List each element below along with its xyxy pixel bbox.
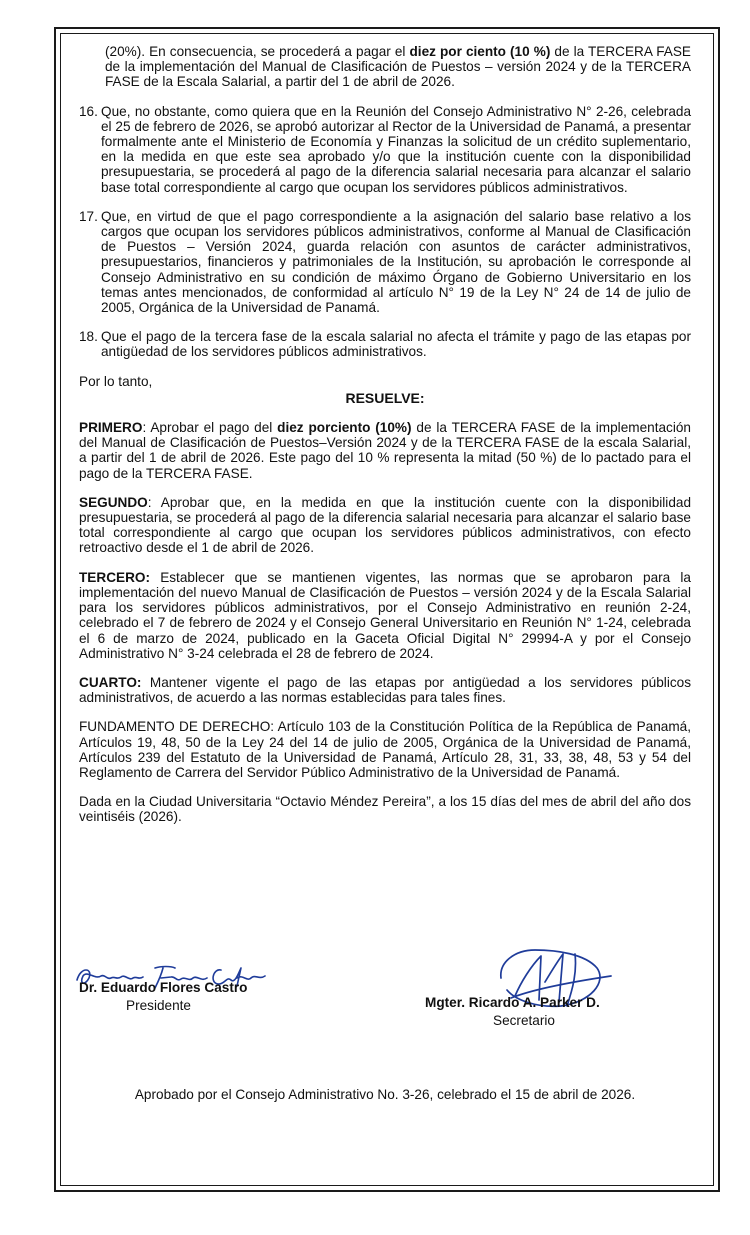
cuarto-paragraph <box>79 675 691 705</box>
cuarto-label: CUARTO: <box>79 674 142 690</box>
document-body <box>79 44 691 825</box>
tercero-label: TERCERO: <box>79 569 150 585</box>
item-number: 18. <box>79 329 98 345</box>
segundo-paragraph <box>79 495 691 556</box>
segundo-label: SEGUNDO <box>79 494 148 510</box>
primero-label: PRIMERO <box>79 420 143 436</box>
signature-block <box>79 958 691 1068</box>
fundamento-paragraph: FUNDAMENTO DE DERECHO: Artículo 103 de la Constitución Política de la República de Panamá, Artículos 19, 48, 50 de la Ley 24 del 14 de julio de 2005, Orgánica de la Universidad de Panamá, Artículos 239 del Estatuto de la Universidad de Panamá, Artículo 28, 31, 33, 38, 48, 53 y 54 del Reglamento de Carrera del Servidor Público Administrativo de la Universidad de Panamá. <box>79 719 691 780</box>
tercero-text: Establecer que se mantienen vigentes, las normas que se aprobaron para la implementación del nuevo Manual de Clasificación de Puestos – versión 2024 y de la Escala Salarial para los servidores públicos administrativos, por el Consejo Administrativo en reunión 2-24, celebrado el 7 de febrero de 2024 y el Consejo General Universitario en Reunión N° 1-24, celebrada el 6 de marzo de 2024, publicado en la Gaceta Oficial Digital N° 29994-A y por el Consejo Administrativo N° 3-24 celebrada el 28 de febrero de 2024. <box>79 569 691 661</box>
primero-paragraph <box>79 420 691 481</box>
secretary-name: Mgter. Ricardo A. Parker D. <box>425 995 600 1010</box>
primero-text-end: de la TERCERA FASE de la implementación del Manual de Clasificación de Puestos–Versión 2024 y de la TERCERA FASE de la escala Salarial, a partir del 1 de abril de 2026. Este pago del 10 % representa la mitad (50 %) de lo pactado para el pago de la TERCERA FASE. <box>79 420 691 481</box>
secretary-title: Secretario <box>493 1013 555 1028</box>
resuelve-heading: RESUELVE: <box>345 389 425 406</box>
intro-paragraph <box>79 44 691 90</box>
item-text: Que el pago de la tercera fase de la escala salarial no afecta el trámite y pago de las etapas por antigüedad de los servidores públicos administrativos. <box>101 329 691 360</box>
list-item-18 <box>79 329 691 359</box>
list-item-17 <box>79 209 691 315</box>
primero-bold: diez porciento (10%) <box>277 420 412 436</box>
president-title: Presidente <box>126 998 191 1013</box>
intro-bold: diez por ciento (10 %) <box>409 44 551 59</box>
president-name: Dr. Eduardo Flores Castro <box>79 980 248 995</box>
approval-footer: Aprobado por el Consejo Administrativo No. 3-26, celebrado el 15 de abril de 2026. <box>134 1087 636 1102</box>
list-item-16 <box>79 104 691 195</box>
item-text: Que, en virtud de que el pago correspondiente a la asignación del salario base relativo a los cargos que ocupan los servidores públicos administrativos, conforme al Manual de Clasificación de Puestos – Versión 2024, guarda relación con asuntos de carácter administrativos, presupuestarios, financieros y patrimoniales de la Institución, su aprobación le corresponde al Consejo Administrativo en su condición de máximo Órgano de Gobierno Universitario en los temas antes mencionados, de conformidad al artículo N° 19 de la Ley N° 24 de 14 de julio de 2005, Orgánica de la Universidad de Panamá. <box>101 208 691 316</box>
tercero-paragraph <box>79 570 691 661</box>
por-lo-tanto: Por lo tanto, <box>79 373 153 389</box>
segundo-text: : Aprobar que, en la medida en que la institución cuente con la disponibilidad presupuestaria, se procederá al pago de la diferencia salarial necesaria para alcanzar el salario base total correspondiente al cargo que ocupan los servidores públicos administrativos, con efecto retroactivo desde el 1 de abril de 2026. <box>79 494 691 556</box>
item-number: 17. <box>79 208 98 224</box>
item-number: 16. <box>79 103 98 119</box>
primero-text: : Aprobar el pago del <box>142 420 278 436</box>
item-text: Que, no obstante, como quiera que en la Reunión del Consejo Administrativo N° 2-26, celebrada el 25 de febrero de 2026, se aprobó autorizar al Rector de la Universidad de Panamá, a presentar formalmente ante el Ministerio de Economía y Finanzas la solicitud de un crédito suplementario, en la medida en que este sea aprobado y/o que la institución cuente con la disponibilidad presupuestaria, se procederá al pago de la diferencia salarial necesaria para alcanzar el salario base total correspondiente al cargo que ocupan los servidores públicos administrativos. <box>101 103 691 195</box>
dada-paragraph: Dada en la Ciudad Universitaria “Octavio Méndez Pereira”, a los 15 días del mes de abril del año dos veintiséis (2026). <box>79 794 691 825</box>
intro-text-end: de la TERCERA FASE de la implementación del Manual de Clasificación de Puestos – versión 2024 y de la TERCERA FASE de la Escala Salarial, a partir del 1 de abril de 2026. <box>105 44 691 90</box>
intro-text: (20%). En consecuencia, se procederá a pagar el <box>105 44 410 59</box>
cuarto-text: Mantener vigente el pago de las etapas por antigüedad a los servidores públicos administrativos, de acuerdo a las normas establecidas para tales fines. <box>79 674 691 706</box>
